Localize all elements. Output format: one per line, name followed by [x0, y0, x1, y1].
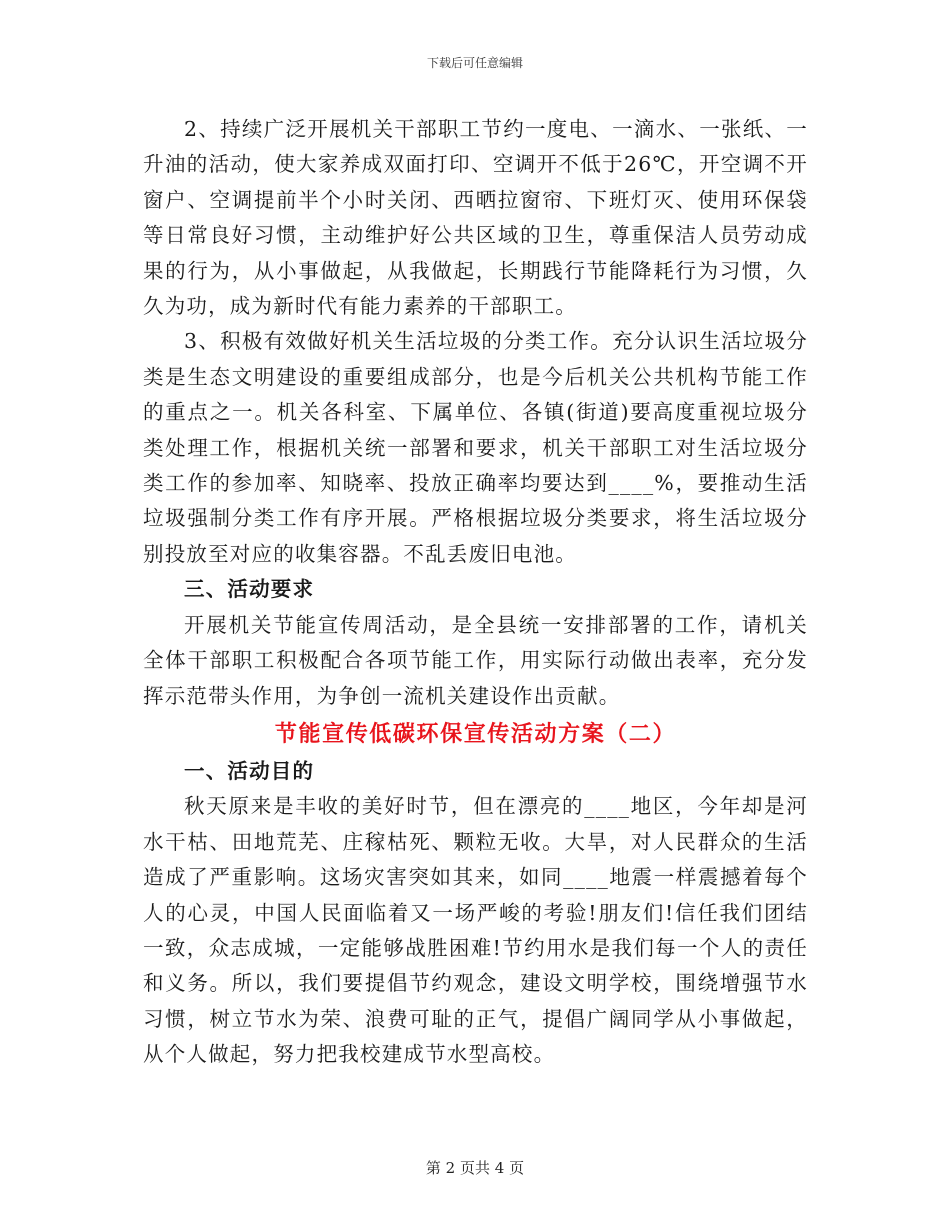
paragraph-purpose: 秋天原来是丰收的美好时节，但在漂亮的____地区，今年却是河水干枯、田地荒芜、庄稼枯死、颗粒无收。大旱，对人民群众的生活造成了严重影响。这场灾害突如其来，如同____地震一样震撼着每个人的心灵，中国人民面临着又一场严峻的考验!朋友们!信任我们团结一致，众志成城，一定能够战胜困难!节约用水是我们每一个人的责任和义务。所以，我们要提倡节约观念，建设文明学校，围绕增强节水习惯，树立节水为荣、浪费可耻的正气，提倡广阔同学从小事做起，从个人做起，努力把我校建成节水型高校。: [143, 794, 808, 1067]
paragraph-requirements: 开展机关节能宣传周活动，是全县统一安排部署的工作，请机关全体干部职工积极配合各项节能工作，用实际行动做出表率，充分发挥示范带头作用，为争创一流机关建设作出贡献。: [143, 612, 808, 708]
document-title: 节能宣传低碳环保宣传活动方案（二）: [274, 720, 677, 747]
section-heading-purpose: 一、活动目的: [184, 758, 315, 783]
page-footer: 第 2 页共 4 页: [425, 1159, 525, 1177]
paragraph-item-2: 2、持续广泛开展机关干部职工节约一度电、一滴水、一张纸、一升油的活动，使大家养成双面打印、空调开不低于26℃，开空调不开窗户、空调提前半个小时关闭、西晒拉窗帘、下班灯灭、使用环保袋等日常良好习惯，主动维护好公共区域的卫生，尊重保洁人员劳动成果的行为，从小事做起，从我做起，长期践行节能降耗行为习惯，久久为功，成为新时代有能力素养的干部职工。: [143, 117, 808, 319]
paragraph-item-3: 3、积极有效做好机关生活垃圾的分类工作。充分认识生活垃圾分类是生态文明建设的重要组成部分，也是今后机关公共机构节能工作的重点之一。机关各科室、下属单位、各镇(街道)要高度重视垃圾分类处理工作，根据机关统一部署和要求，机关干部职工对生活垃圾分类工作的参加率、知晓率、投放正确率均要达到____%，要推动生活垃圾强制分类工作有序开展。严格根据垃圾分类要求，将生活垃圾分别投放至对应的收集容器。不乱丢废旧电池。: [143, 329, 808, 566]
document-body: [143, 112, 808, 1073]
section-heading-requirements: 三、活动要求: [184, 577, 315, 602]
page-header: 下载后可任意编辑: [426, 56, 523, 70]
